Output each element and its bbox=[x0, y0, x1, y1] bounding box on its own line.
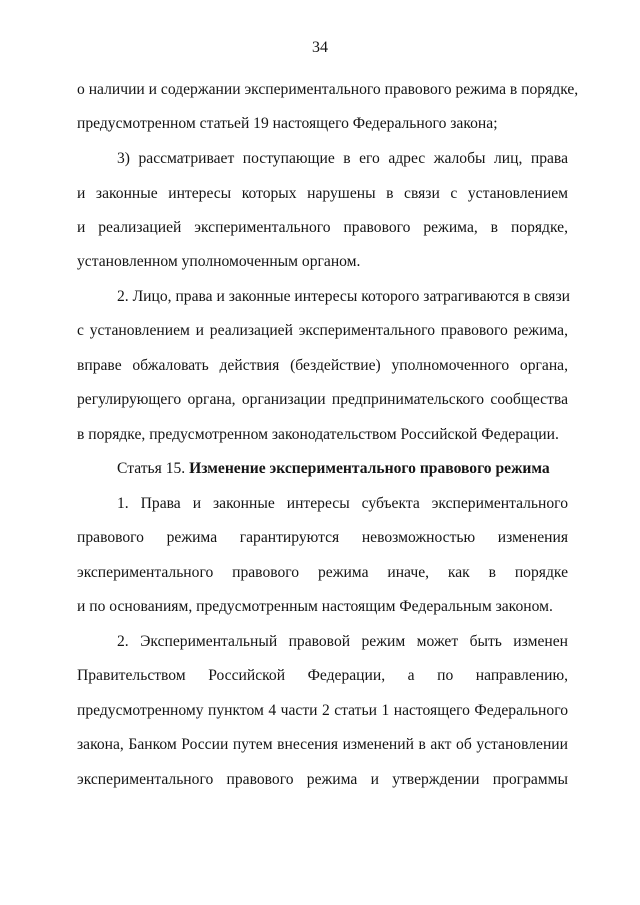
text-line: 2. Лицо, права и законные интересы которого затрагиваются в связи bbox=[117, 288, 570, 305]
article-title: Изменение экспериментального правового режима bbox=[189, 460, 550, 477]
article-heading bbox=[117, 459, 550, 479]
text-line: 3) рассматривает поступающие в его адрес жалобы лиц, права bbox=[117, 150, 568, 167]
text-line: закона, Банком России путем внесения изменений в акт об установлении bbox=[77, 736, 568, 753]
page-number: 34 bbox=[312, 39, 328, 56]
text-line: предусмотренному пунктом 4 части 2 статьи 1 настоящего Федерального bbox=[77, 702, 568, 719]
text-line: вправе обжаловать действия (бездействие) уполномоченного органа, bbox=[77, 357, 568, 374]
text-line: правового режима гарантируются невозможностью изменения bbox=[77, 529, 568, 546]
article-number: Статья 15. bbox=[117, 460, 190, 477]
text-line: установленном уполномоченным органом. bbox=[77, 253, 361, 270]
text-line: предусмотренном статьей 19 настоящего Федерального закона; bbox=[77, 115, 498, 132]
text-line: в порядке, предусмотренном законодательством Российской Федерации. bbox=[77, 426, 559, 443]
text-line: о наличии и содержании экспериментального правового режима в порядке, bbox=[77, 81, 579, 98]
text-line: 2. Экспериментальный правовой режим может быть изменен bbox=[117, 633, 568, 650]
text-line: регулирующего органа, организации предпринимательского сообщества bbox=[77, 391, 568, 408]
text-line: Правительством Российской Федерации, а по направлению, bbox=[77, 667, 568, 684]
text-line: с установлением и реализацией экспериментального правового режима, bbox=[77, 322, 568, 339]
text-line: экспериментального правового режима иначе, как в порядке bbox=[77, 564, 568, 581]
text-line: и законные интересы которых нарушены в связи с установлением bbox=[77, 185, 568, 202]
text-line: экспериментального правового режима и утверждении программы bbox=[77, 771, 568, 788]
text-line: и по основаниям, предусмотренным настоящим Федеральным законом. bbox=[77, 598, 553, 615]
text-line: 1. Права и законные интересы субъекта экспериментального bbox=[117, 495, 568, 512]
text-line: и реализацией экспериментального правового режима, в порядке, bbox=[77, 219, 568, 236]
